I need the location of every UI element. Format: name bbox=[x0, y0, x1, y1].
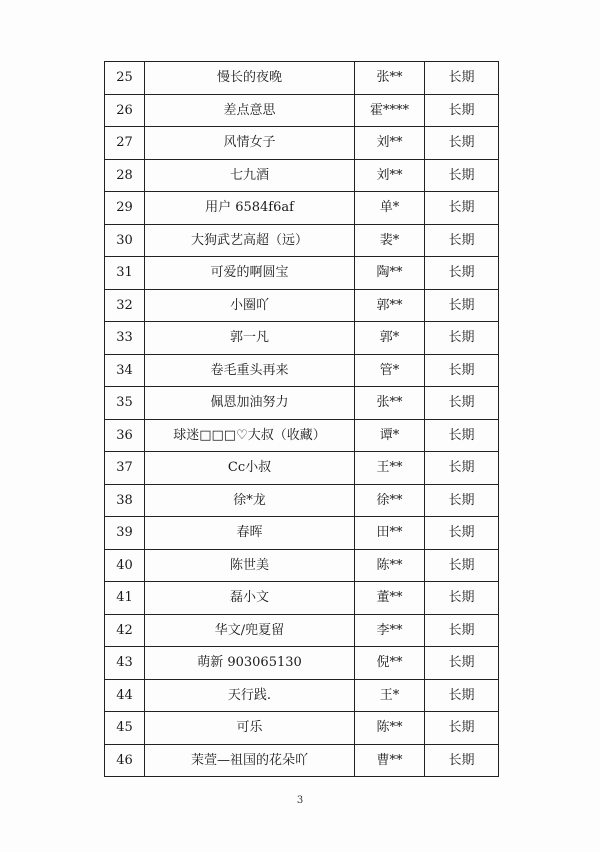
term-cell: 长期 bbox=[425, 159, 499, 192]
masked-name-cell: 管* bbox=[355, 354, 425, 387]
row-number-cell: 41 bbox=[105, 582, 145, 615]
table-row bbox=[105, 484, 499, 517]
term-cell: 长期 bbox=[425, 647, 499, 680]
nickname-cell: 慢长的夜晚 bbox=[145, 62, 355, 95]
table-row bbox=[105, 582, 499, 615]
term-cell: 长期 bbox=[425, 679, 499, 712]
nickname-cell: 小圈吖 bbox=[145, 289, 355, 322]
term-cell: 长期 bbox=[425, 549, 499, 582]
masked-name-cell: 陈** bbox=[355, 712, 425, 745]
row-number-cell: 39 bbox=[105, 517, 145, 550]
table-row bbox=[105, 94, 499, 127]
nickname-cell: 佩恩加油努力 bbox=[145, 387, 355, 420]
row-number-cell: 30 bbox=[105, 224, 145, 257]
masked-name-cell: 张** bbox=[355, 387, 425, 420]
roster-table bbox=[104, 61, 499, 777]
term-cell: 长期 bbox=[425, 354, 499, 387]
nickname-cell: 风情女子 bbox=[145, 127, 355, 160]
table-row bbox=[105, 354, 499, 387]
term-cell: 长期 bbox=[425, 94, 499, 127]
masked-name-cell: 田** bbox=[355, 517, 425, 550]
nickname-cell: 球迷□□□♡大叔（收藏） bbox=[145, 419, 355, 452]
masked-name-cell: 曹** bbox=[355, 744, 425, 777]
term-cell: 长期 bbox=[425, 419, 499, 452]
masked-name-cell: 刘** bbox=[355, 159, 425, 192]
row-number-cell: 33 bbox=[105, 322, 145, 355]
row-number-cell: 32 bbox=[105, 289, 145, 322]
term-cell: 长期 bbox=[425, 257, 499, 290]
term-cell: 长期 bbox=[425, 224, 499, 257]
row-number-cell: 45 bbox=[105, 712, 145, 745]
table-row bbox=[105, 517, 499, 550]
nickname-cell: 可乐 bbox=[145, 712, 355, 745]
nickname-cell: 郭一凡 bbox=[145, 322, 355, 355]
row-number-cell: 29 bbox=[105, 192, 145, 225]
masked-name-cell: 张** bbox=[355, 62, 425, 95]
nickname-cell: 用户 6584f6af bbox=[145, 192, 355, 225]
term-cell: 长期 bbox=[425, 127, 499, 160]
table-row bbox=[105, 679, 499, 712]
nickname-cell: 华文/兜夏留 bbox=[145, 614, 355, 647]
row-number-cell: 40 bbox=[105, 549, 145, 582]
row-number-cell: 31 bbox=[105, 257, 145, 290]
masked-name-cell: 裴* bbox=[355, 224, 425, 257]
masked-name-cell: 徐** bbox=[355, 484, 425, 517]
nickname-cell: 茉萱—祖国的花朵吖 bbox=[145, 744, 355, 777]
nickname-cell: 萌新 903065130 bbox=[145, 647, 355, 680]
table-row bbox=[105, 289, 499, 322]
table-row bbox=[105, 127, 499, 160]
term-cell: 长期 bbox=[425, 452, 499, 485]
table-row bbox=[105, 452, 499, 485]
table-row bbox=[105, 322, 499, 355]
roster-table-body bbox=[105, 62, 499, 777]
nickname-cell: Cc小叔 bbox=[145, 452, 355, 485]
nickname-cell: 磊小文 bbox=[145, 582, 355, 615]
nickname-cell: 大狗武艺高超（远） bbox=[145, 224, 355, 257]
masked-name-cell: 李** bbox=[355, 614, 425, 647]
masked-name-cell: 谭* bbox=[355, 419, 425, 452]
table-row bbox=[105, 62, 499, 95]
row-number-cell: 43 bbox=[105, 647, 145, 680]
table-row bbox=[105, 712, 499, 745]
term-cell: 长期 bbox=[425, 582, 499, 615]
table-row bbox=[105, 387, 499, 420]
row-number-cell: 28 bbox=[105, 159, 145, 192]
nickname-cell: 差点意思 bbox=[145, 94, 355, 127]
nickname-cell: 卷毛重头再来 bbox=[145, 354, 355, 387]
masked-name-cell: 霍**** bbox=[355, 94, 425, 127]
table-row bbox=[105, 224, 499, 257]
row-number-cell: 38 bbox=[105, 484, 145, 517]
table-row bbox=[105, 647, 499, 680]
term-cell: 长期 bbox=[425, 517, 499, 550]
masked-name-cell: 陶** bbox=[355, 257, 425, 290]
table-row bbox=[105, 257, 499, 290]
table-row bbox=[105, 614, 499, 647]
term-cell: 长期 bbox=[425, 289, 499, 322]
masked-name-cell: 陈** bbox=[355, 549, 425, 582]
term-cell: 长期 bbox=[425, 484, 499, 517]
row-number-cell: 27 bbox=[105, 127, 145, 160]
term-cell: 长期 bbox=[425, 387, 499, 420]
row-number-cell: 42 bbox=[105, 614, 145, 647]
table-row bbox=[105, 159, 499, 192]
table-row bbox=[105, 192, 499, 225]
row-number-cell: 46 bbox=[105, 744, 145, 777]
term-cell: 长期 bbox=[425, 192, 499, 225]
row-number-cell: 26 bbox=[105, 94, 145, 127]
masked-name-cell: 倪** bbox=[355, 647, 425, 680]
row-number-cell: 25 bbox=[105, 62, 145, 95]
masked-name-cell: 王** bbox=[355, 452, 425, 485]
nickname-cell: 可爱的啊圆宝 bbox=[145, 257, 355, 290]
term-cell: 长期 bbox=[425, 614, 499, 647]
page-number: 3 bbox=[296, 795, 304, 806]
table-row bbox=[105, 744, 499, 777]
masked-name-cell: 刘** bbox=[355, 127, 425, 160]
nickname-cell: 春晖 bbox=[145, 517, 355, 550]
row-number-cell: 34 bbox=[105, 354, 145, 387]
masked-name-cell: 郭* bbox=[355, 322, 425, 355]
term-cell: 长期 bbox=[425, 712, 499, 745]
nickname-cell: 徐*龙 bbox=[145, 484, 355, 517]
table-row bbox=[105, 549, 499, 582]
masked-name-cell: 王* bbox=[355, 679, 425, 712]
row-number-cell: 44 bbox=[105, 679, 145, 712]
row-number-cell: 37 bbox=[105, 452, 145, 485]
row-number-cell: 35 bbox=[105, 387, 145, 420]
masked-name-cell: 郭** bbox=[355, 289, 425, 322]
term-cell: 长期 bbox=[425, 62, 499, 95]
nickname-cell: 陈世美 bbox=[145, 549, 355, 582]
row-number-cell: 36 bbox=[105, 419, 145, 452]
term-cell: 长期 bbox=[425, 744, 499, 777]
masked-name-cell: 单* bbox=[355, 192, 425, 225]
masked-name-cell: 董** bbox=[355, 582, 425, 615]
nickname-cell: 七九酒 bbox=[145, 159, 355, 192]
table-row bbox=[105, 419, 499, 452]
term-cell: 长期 bbox=[425, 322, 499, 355]
nickname-cell: 天行践. bbox=[145, 679, 355, 712]
